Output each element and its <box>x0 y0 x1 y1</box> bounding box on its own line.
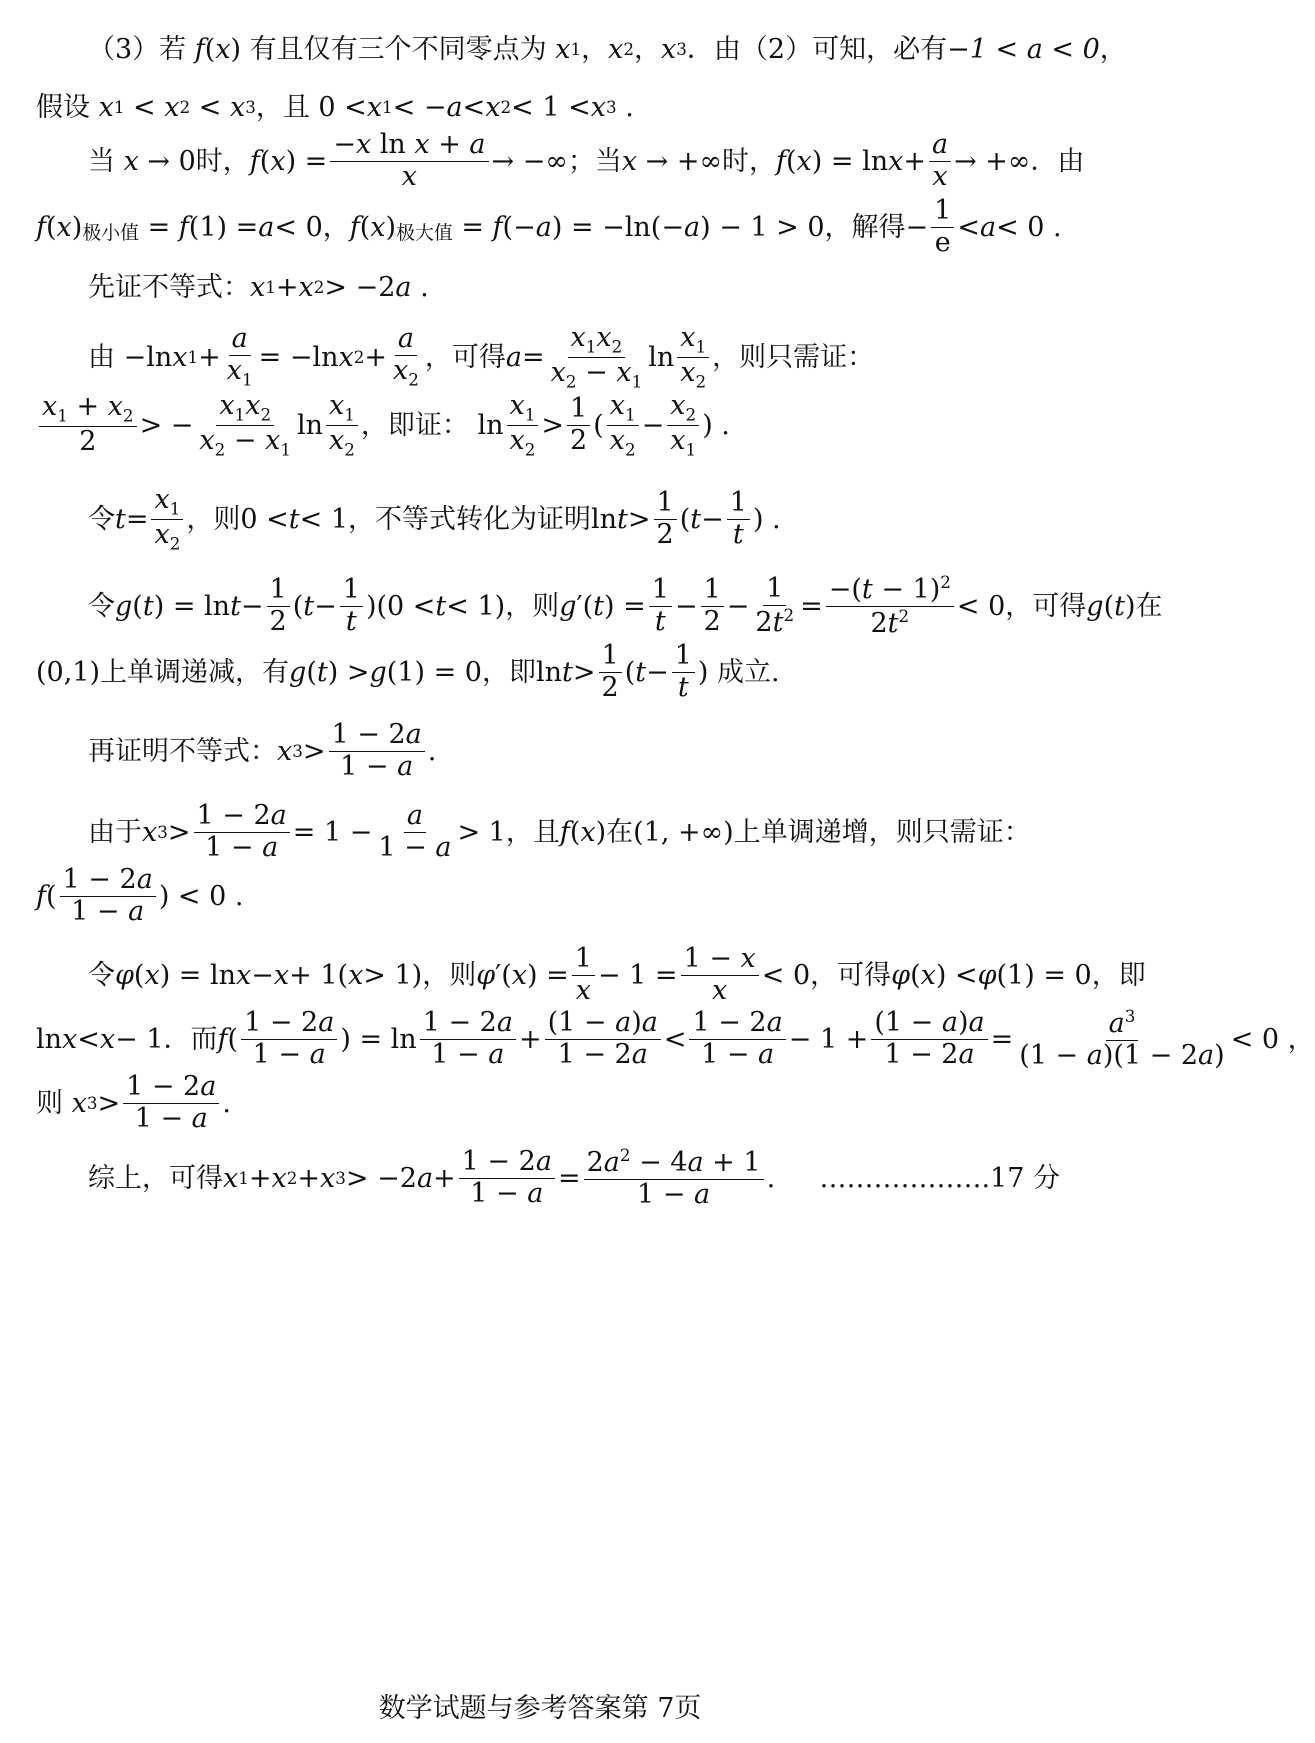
text: 成立. <box>717 656 780 688</box>
text: 令 <box>88 959 115 991</box>
text: ．由（2）可知，必有 <box>686 33 948 65</box>
line: 由 −ln x 1 + $\frac{a}{x_1}$ = −ln x 2 + $\frac{a}{x_2}$ ，可得 a = $\frac{x_1x_2}{x_2 - x_1}$ ln $\frac{x_1}{x_2}$ ，则只需证： <box>88 321 875 391</box>
fraction: $\frac{(1 - a)a}{1 - 2a}$ <box>545 1009 661 1069</box>
text: 时， <box>195 145 250 177</box>
line: 先证不等式： x 1 + x 2 > −2 a . <box>88 271 429 303</box>
text: 再证明不等式： <box>88 735 277 767</box>
text: 上单调递增，则只需证： <box>733 816 1031 848</box>
text: 综上，可得 <box>88 1162 223 1194</box>
fraction: $\frac{1}{2}$ <box>267 576 290 636</box>
fraction: $\frac{2a^2 - 4a + 1}{1 - a}$ <box>584 1147 764 1209</box>
fraction: $\frac{1 - 2a}{1 - a}$ <box>329 721 425 781</box>
fraction: $\frac{\text{−x ln x + a}}{x}$ <box>330 131 488 191</box>
line: 当 x → 0 时， f ( x ) = $\frac{\text{−x ln x + a}}{x}$ → −∞ ；当 x → +∞ 时， f ( x ) = ln x + $\frac{a}{x}$ → +∞ ．由 <box>88 129 1085 192</box>
fraction: $\frac{1}{e}$ <box>931 197 954 257</box>
fraction: $\frac{1}{t}$ <box>672 642 695 702</box>
paragraph-conclusion <box>36 1146 1060 1210</box>
text: ，不等式转化为证明 <box>348 503 592 535</box>
fraction: $\frac{1}{2}$ <box>701 576 724 636</box>
line: f ( $\frac{1 - 2a}{1 - a}$ ) < 0 . <box>36 864 244 927</box>
math: −1 < a < 0 <box>947 33 1100 65</box>
text: 令 <box>88 503 115 535</box>
line: 再证明不等式： x 3 > $\frac{1 - 2a}{1 - a}$ . <box>88 719 437 782</box>
fraction: $\frac{a}{x}$ <box>929 131 951 191</box>
text: ，则 <box>422 959 477 991</box>
line: (0,1) 上单调递减，有 g ( t ) > g (1) = 0 ，即 ln t > $\frac{1}{2}$ ( t − $\frac{1}{t}$ ) 成立. <box>36 640 780 703</box>
fraction: $\frac{1}{2}$ <box>567 395 590 455</box>
text: ，则 <box>505 590 560 622</box>
text: ，可得 <box>1005 590 1087 622</box>
subscript-label: 极大值 <box>396 222 453 245</box>
line: f ( x ) 极小值 = f (1) = a < 0， f ( x ) 极大值 = f (− a ) = −ln(− a ) − 1 > 0 ，解得 − $\frac{1}{e}$ < a < 0 . <box>36 195 1062 258</box>
line: $\frac{x_1 + x_2}{2}$ > − $\frac{x_1x_2}{x_2 - x_1}$ ln $\frac{x_1}{x_2}$ ，即证： ln $\frac{x_1}{x_2}$ > $\frac{1}{2}$ ( $\frac{x_1}{x_2}$ − $\frac{x_2}{x_1}$ ) . <box>36 390 1060 460</box>
fraction: $\frac{1 - 2a}{1 - a}$ <box>689 1009 785 1069</box>
text: ，解得 <box>824 211 906 243</box>
paragraph-g-function <box>36 572 1163 704</box>
text: 当 <box>88 145 115 177</box>
fraction: $\frac{1}{2t^2}$ <box>755 573 795 638</box>
fraction: $\frac{x_1}{x_2}$ <box>607 392 639 459</box>
line: 令 φ ( x ) = ln x − x + 1( x > 1) ，则 φ ′( x ) = $\frac{1}{x}$ − 1 = $\frac{1 - x}{x}$ < 0 ，可得 φ ( x ) < φ (1) = 0 ，即 <box>88 943 1146 1006</box>
text: ，且 <box>255 91 310 123</box>
paragraph-zeros <box>36 20 1127 136</box>
fraction: $\frac{x_1x_2}{x_2 - x_1}$ <box>550 321 643 391</box>
fraction: $\frac{x_1}{x_2}$ <box>151 486 183 553</box>
fraction: $\frac{x_1}{x_2}$ <box>507 392 539 459</box>
fraction: $\frac{x_1}{x_2}$ <box>677 324 709 391</box>
text: 假设 <box>36 91 90 123</box>
text: 在 <box>606 816 634 848</box>
text: ，则只需证： <box>712 341 875 373</box>
fraction: $\frac{1 - 2a}{1 - a}$ <box>194 802 290 862</box>
line: （3）若 f ( x ) 有且仅有三个不同零点为 x 1 ， x 2 ， x 3 ．由（2）可知，必有 −1 < a < 0 ， <box>88 33 1127 65</box>
paragraph-claim-2 <box>36 720 1060 782</box>
text: ，且 <box>505 816 560 848</box>
fraction: $\frac{1 - 2a}{1 - a}$ <box>420 1009 516 1069</box>
text: 有且仅有三个不同零点为 <box>249 33 547 65</box>
fraction: $\frac{1}{2}$ <box>654 489 677 549</box>
paragraph-phi-function <box>36 943 1315 1134</box>
fraction: $\frac{1 - 2a}{1 - a}$ <box>459 1148 555 1208</box>
text: 上单调递减，有 <box>100 656 290 688</box>
text: ．由 <box>1030 145 1085 177</box>
text: ，则 <box>186 503 241 535</box>
text: ．而 <box>163 1023 218 1055</box>
fraction: $\frac{1 - 2a}{1 - a}$ <box>60 866 156 926</box>
line: 令 t = $\frac{x_1}{x_2}$ ，则 0 < t < 1 ，不等式转化为证明 ln t > $\frac{1}{2}$ ( t − $\frac{1}{t}$ ) . <box>88 483 781 553</box>
fraction: $\frac{a}{x_2}$ <box>393 323 419 390</box>
paragraph-claim-1 <box>36 258 1060 316</box>
score-marker: ……………….17 分 <box>819 1162 1060 1194</box>
paragraph-reduction <box>36 321 1060 460</box>
text: 在 <box>1135 590 1163 622</box>
fraction: $\frac{1 - 2a}{1 - a}$ <box>123 1073 219 1133</box>
fraction: $\frac{1 - 2a}{1 - a}$ <box>241 1009 337 1069</box>
line: ln x < x − 1 ．而 f ( $\frac{1 - 2a}{1 - a}$ ) = ln $\frac{1 - 2a}{1 - a}$ + $\frac{(1 - a)a}{1 - 2a}$ < $\frac{1 - 2a}{1 - a}$ − 1 + $\frac{(1 - a)a}{1 - 2a}$ = $\frac{a^3}{(1 - a)(1 - 2a)}$ < 0 ， <box>36 1006 1315 1071</box>
line: 则 x 3 > $\frac{1 - 2a}{1 - a}$ . <box>36 1071 231 1134</box>
subscript-label: 极小值 <box>82 222 139 245</box>
fraction: $\frac{1 - x}{x}$ <box>681 945 759 1005</box>
text: ，可得 <box>424 341 506 373</box>
fraction: $\frac{a}{x_1}$ <box>226 323 253 390</box>
text: ，即 <box>1091 959 1146 991</box>
fraction: $\frac{1}{x}$ <box>572 945 595 1005</box>
text: 令 <box>88 590 115 622</box>
text: ；当 <box>567 145 622 177</box>
line: 令 g ( t ) = ln t − $\frac{1}{2}$ ( t − $\frac{1}{t}$ )(0 < t < 1) ，则 g ′( t ) = $\frac{1}{t}$ − $\frac{1}{2}$ − $\frac{1}{2t^2}$ = $\frac{-(t - 1)^2}{2t^2}$ < 0 ，可得 g ( t ) 在 <box>88 572 1163 639</box>
text: ，可得 <box>810 959 892 991</box>
fraction: $\frac{1}{t}$ <box>727 489 750 549</box>
text: 由 <box>88 341 115 373</box>
paragraph-substitution <box>36 484 1060 554</box>
fraction: $\frac{x_2}{x_1}$ <box>667 392 699 459</box>
fraction: $\frac{1}{t}$ <box>340 576 363 636</box>
text: （3）若 <box>88 33 187 65</box>
fraction: $\frac{x_1x_2}{x_2 - x_1}$ <box>199 389 291 459</box>
paragraph-limits <box>36 128 1085 260</box>
text: ， <box>1099 33 1127 65</box>
text: ，即证： <box>360 409 469 441</box>
fraction: $\frac{-(t - 1)^2}{2t^2}$ <box>826 574 954 638</box>
fraction: $\frac{x_1 + x_2}{2}$ <box>39 393 137 456</box>
fraction: $\frac{a}{1 - a}$ <box>378 800 452 863</box>
text: 时， <box>721 145 776 177</box>
text: 由于 <box>88 816 142 848</box>
text: ，即 <box>481 656 536 688</box>
fraction: $\frac{(1 - a)a}{1 - 2a}$ <box>871 1009 987 1069</box>
fraction: $\frac{1}{2}$ <box>599 642 622 702</box>
line: 由于 x 3 > $\frac{1 - 2a}{1 - a}$ = 1 − $\frac{a}{1 - a}$ > 1 ，且 f ( x ) 在 (1, +∞) 上单调递增，则只需证： <box>88 800 1031 863</box>
page-footer: 数学试题与参考答案第 7页 <box>378 1693 702 1724</box>
fraction: $\frac{a^3}{(1 - a)(1 - 2a)}$ <box>1019 1006 1225 1071</box>
paragraph-monotonic <box>36 800 1060 928</box>
line: 综上，可得 x 1 + x 2 + x 3 > −2 a + $\frac{1 - 2a}{1 - a}$ = $\frac{2a^2 - 4a + 1}{1 - a}$ . ……………….17 分 <box>88 1145 1060 1210</box>
text: 先证不等式： <box>88 271 250 303</box>
text: 则 <box>36 1087 63 1119</box>
fraction: $\frac{1}{t}$ <box>649 576 672 636</box>
fraction: $\frac{x_1}{x_2}$ <box>326 392 358 459</box>
line: 假设 x 1 < x 2 < x 3 ，且 0 < x 1 < − a < x 2 < 1 < x 3 . <box>36 91 634 123</box>
